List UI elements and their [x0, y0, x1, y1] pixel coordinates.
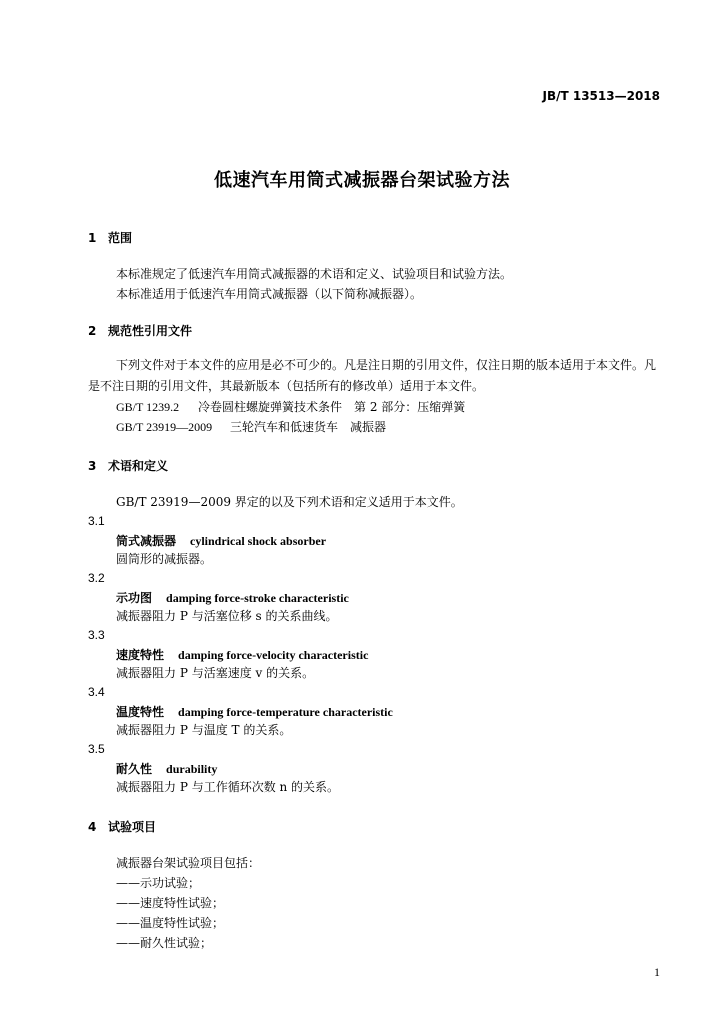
section-title: 范围 [108, 231, 133, 245]
term-number: 3.2 [88, 571, 105, 585]
section-number: 3 [88, 459, 97, 473]
reference-title: 冷卷圆柱螺旋弹簧技术条件 第 2 部分：压缩弹簧 [198, 400, 466, 414]
term-number: 3.4 [88, 685, 105, 699]
list-item: ——耐久性试验； [116, 936, 213, 950]
section-3-heading [88, 457, 168, 474]
reference-entry [116, 418, 386, 435]
term-entry [116, 532, 326, 549]
term-en: damping force-velocity characteristic [178, 648, 369, 662]
term-entry [116, 646, 368, 663]
section-4-heading [88, 818, 156, 835]
term-en: damping force-stroke characteristic [166, 591, 349, 605]
paragraph: 本标准规定了低速汽车用筒式减振器的术语和定义、试验项目和试验方法。 [116, 267, 513, 281]
term-definition: 减振器阻力 P 与活塞速度 v 的关系。 [116, 666, 315, 680]
reference-code: GB/T 23919—2009 [116, 420, 213, 434]
term-zh: 筒式减振器 [116, 534, 177, 548]
reference-entry [116, 398, 465, 415]
term-zh: 耐久性 [116, 762, 153, 776]
list-item: ——温度特性试验； [116, 916, 225, 930]
term-en: cylindrical shock absorber [190, 534, 327, 548]
paragraph: 本标准适用于低速汽车用筒式减振器（以下简称减振器）。 [116, 287, 423, 301]
list-item: ——示功试验； [116, 876, 201, 890]
paragraph: 下列文件对于本文件的应用是必不可少的。凡是注日期的引用文件，仅注日期的版本适用于本文件。凡是不注日期的引用文件，其最新版本（包括所有的修改单）适用于本文件。 [88, 358, 657, 393]
reference-title: 三轮汽车和低速货车 减振器 [230, 420, 387, 434]
term-zh: 温度特性 [116, 705, 165, 719]
term-definition: 圆筒形的减振器。 [116, 552, 213, 566]
term-entry [116, 589, 349, 606]
term-number: 3.1 [88, 514, 105, 528]
term-zh: 示功图 [116, 591, 153, 605]
section-number: 4 [88, 820, 97, 834]
paragraph: 减振器台架试验项目包括： [116, 856, 261, 870]
section-2-heading [88, 322, 192, 339]
page-number: 1 [654, 965, 660, 979]
section-1-heading [88, 229, 132, 246]
section-title: 规范性引用文件 [108, 324, 193, 338]
term-en: damping force-temperature characteristic [178, 705, 393, 719]
term-entry [116, 703, 393, 720]
section-title: 术语和定义 [108, 459, 169, 473]
section-number: 2 [88, 324, 97, 338]
term-zh: 速度特性 [116, 648, 165, 662]
term-number: 3.5 [88, 742, 105, 756]
section-title: 试验项目 [108, 820, 157, 834]
standard-code: JB/T 13513—2018 [542, 89, 660, 103]
section-number: 1 [88, 231, 97, 245]
paragraph: GB/T 23919—2009 界定的以及下列术语和定义适用于本文件。 [116, 495, 463, 509]
list-item: ——速度特性试验； [116, 896, 225, 910]
term-definition: 减振器阻力 P 与温度 T 的关系。 [116, 723, 292, 737]
term-en: durability [166, 762, 218, 776]
term-definition: 减振器阻力 P 与工作循环次数 n 的关系。 [116, 780, 340, 794]
term-number: 3.3 [88, 628, 105, 642]
term-entry [116, 760, 217, 777]
term-definition: 减振器阻力 P 与活塞位移 s 的关系曲线。 [116, 609, 338, 623]
document-title: 低速汽车用筒式减振器台架试验方法 [214, 170, 510, 191]
reference-code: GB/T 1239.2 [116, 400, 180, 414]
